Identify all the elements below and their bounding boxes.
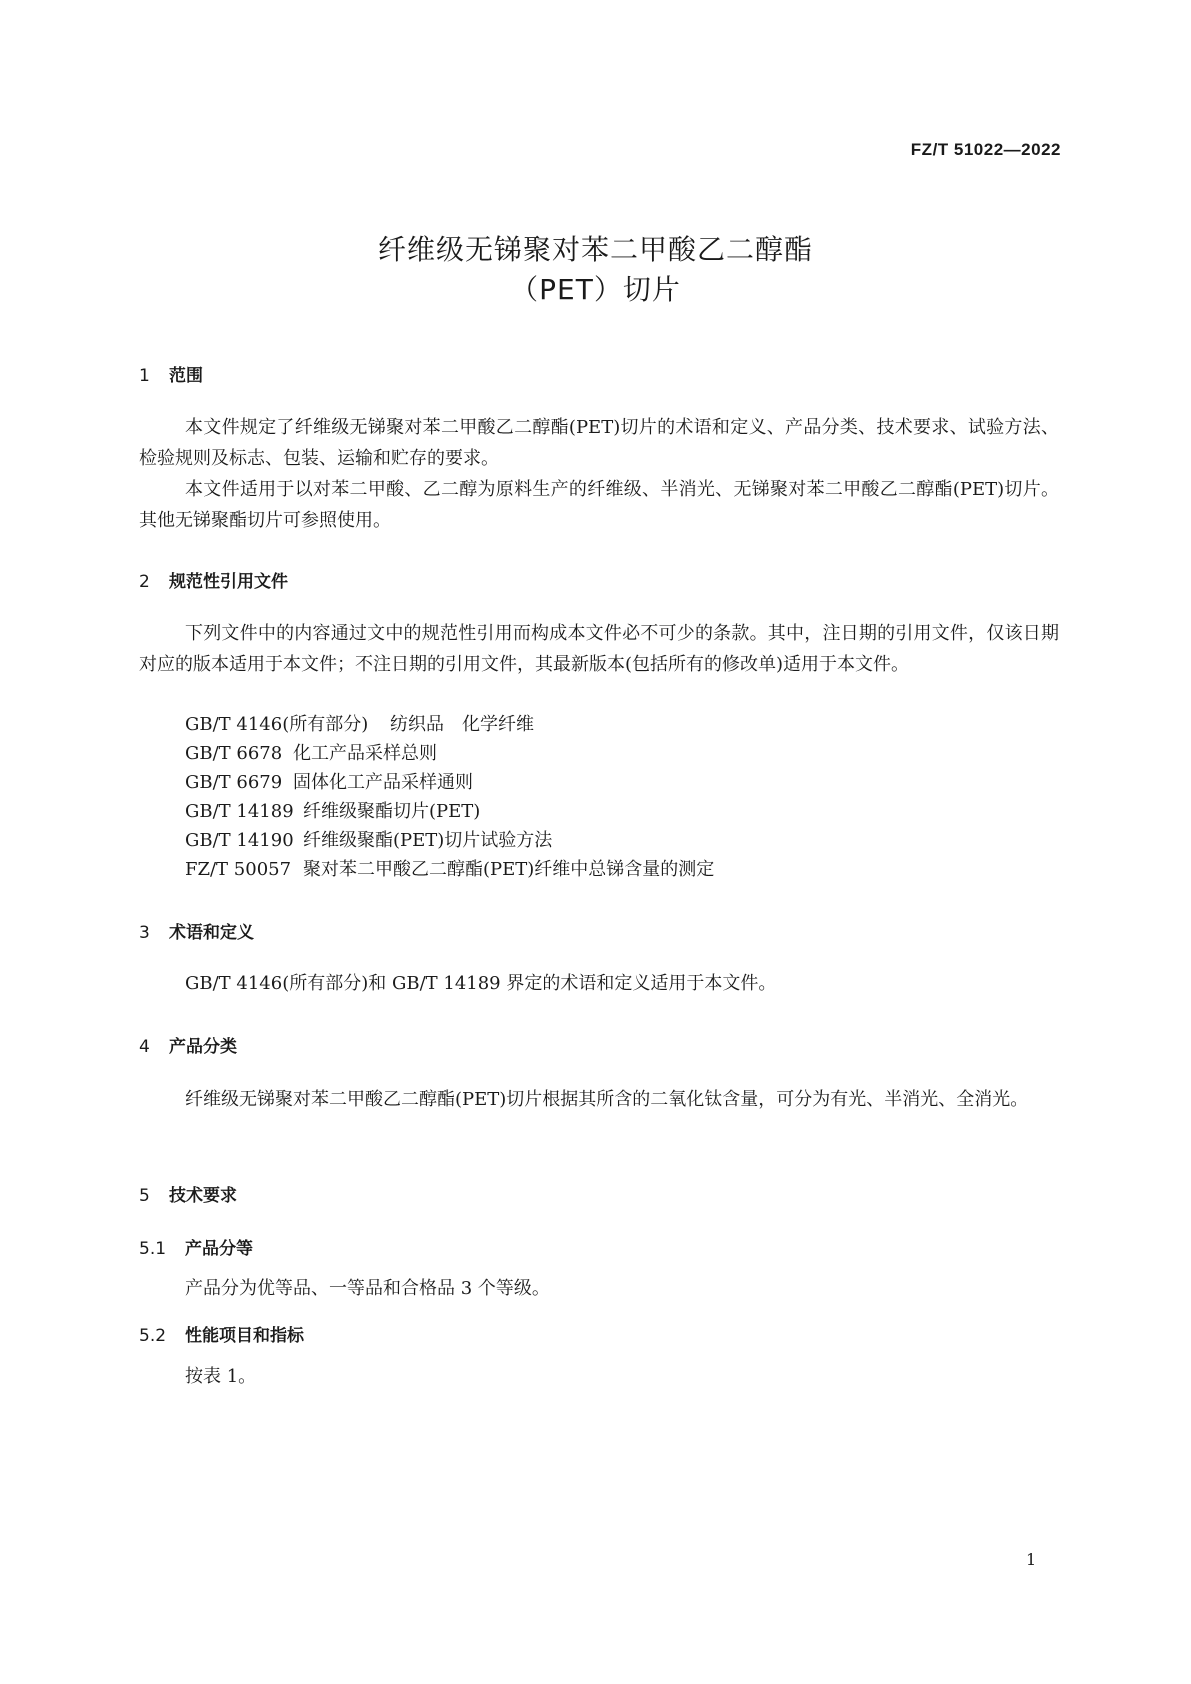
section-1-paragraph-1: 本文件规定了纤维级无锑聚对苯二甲酸乙二醇酯(PET)切片的术语和定义、产品分类、技术要求、试验方法、检验规则及标志、包装、运输和贮存的要求。 [139, 417, 1059, 469]
reference-title: 纤维级聚酯(PET)切片试验方法 [303, 830, 553, 851]
section-number: 3 [139, 923, 150, 943]
section-5-1-paragraph: 产品分为优等品、一等品和合格品 3 个等级。 [185, 1278, 550, 1299]
section-number: 5.2 [139, 1326, 167, 1346]
standard-code: FZ/T 51022—2022 [910, 140, 1061, 159]
section-3-heading [139, 918, 254, 943]
section-number: 5.1 [139, 1239, 167, 1259]
normative-reference [185, 797, 480, 823]
section-5-1-heading [139, 1234, 253, 1259]
section-2-heading [139, 567, 288, 592]
section-5-heading [139, 1181, 237, 1206]
reference-title: 化工产品采样总则 [293, 743, 437, 764]
section-2-paragraph-1: 下列文件中的内容通过文中的规范性引用而构成本文件必不可少的条款。其中，注日期的引用文件，仅该日期对应的版本适用于本文件；不注日期的引用文件，其最新版本(包括所有的修改单)适用于本文件。 [139, 623, 1059, 675]
section-title: 产品分类 [169, 1037, 237, 1057]
section-title: 术语和定义 [169, 923, 254, 943]
document-title-line1: 纤维级无锑聚对苯二甲酸乙二醇酯 [377, 233, 813, 266]
section-3-paragraph-1: GB/T 4146(所有部分)和 GB/T 14189 界定的术语和定义适用于本文件。 [185, 973, 777, 994]
section-title: 规范性引用文件 [169, 572, 288, 592]
reference-code: GB/T 4146(所有部分) [185, 714, 369, 735]
section-5-2-paragraph: 按表 1。 [185, 1366, 257, 1387]
section-4-heading [139, 1032, 237, 1057]
reference-code: GB/T 6679 [185, 772, 283, 793]
section-5-2-heading [139, 1321, 304, 1346]
reference-title: 聚对苯二甲酸乙二醇酯(PET)纤维中总锑含量的测定 [303, 859, 715, 880]
reference-title: 纤维级聚酯切片(PET) [303, 801, 481, 822]
reference-code: GB/T 14190 [185, 830, 294, 851]
reference-title: 纺织品 化学纤维 [390, 714, 534, 735]
normative-reference [185, 710, 534, 736]
section-number: 5 [139, 1186, 150, 1206]
section-title: 性能项目和指标 [185, 1326, 304, 1346]
document-title-line2: （PET）切片 [510, 273, 681, 306]
page-number: 1 [1026, 1550, 1037, 1569]
section-number: 4 [139, 1037, 150, 1057]
section-number: 1 [139, 366, 150, 386]
section-1-paragraph-2: 本文件适用于以对苯二甲酸、乙二醇为原料生产的纤维级、半消光、无锑聚对苯二甲酸乙二醇酯(PET)切片。其他无锑聚酯切片可参照使用。 [139, 479, 1059, 531]
normative-reference [185, 826, 552, 852]
reference-code: FZ/T 50057 [185, 859, 292, 880]
normative-reference [185, 739, 437, 765]
section-1-heading [139, 361, 203, 386]
section-number: 2 [139, 572, 150, 592]
section-title: 范围 [169, 366, 203, 386]
normative-reference [185, 768, 473, 794]
section-4-paragraph-1: 纤维级无锑聚对苯二甲酸乙二醇酯(PET)切片根据其所含的二氧化钛含量，可分为有光、半消光、全消光。 [185, 1089, 1029, 1110]
reference-code: GB/T 6678 [185, 743, 283, 764]
section-title: 产品分等 [185, 1239, 253, 1259]
section-title: 技术要求 [169, 1186, 237, 1206]
normative-reference [185, 855, 714, 881]
reference-code: GB/T 14189 [185, 801, 294, 822]
reference-title: 固体化工产品采样通则 [293, 772, 473, 793]
